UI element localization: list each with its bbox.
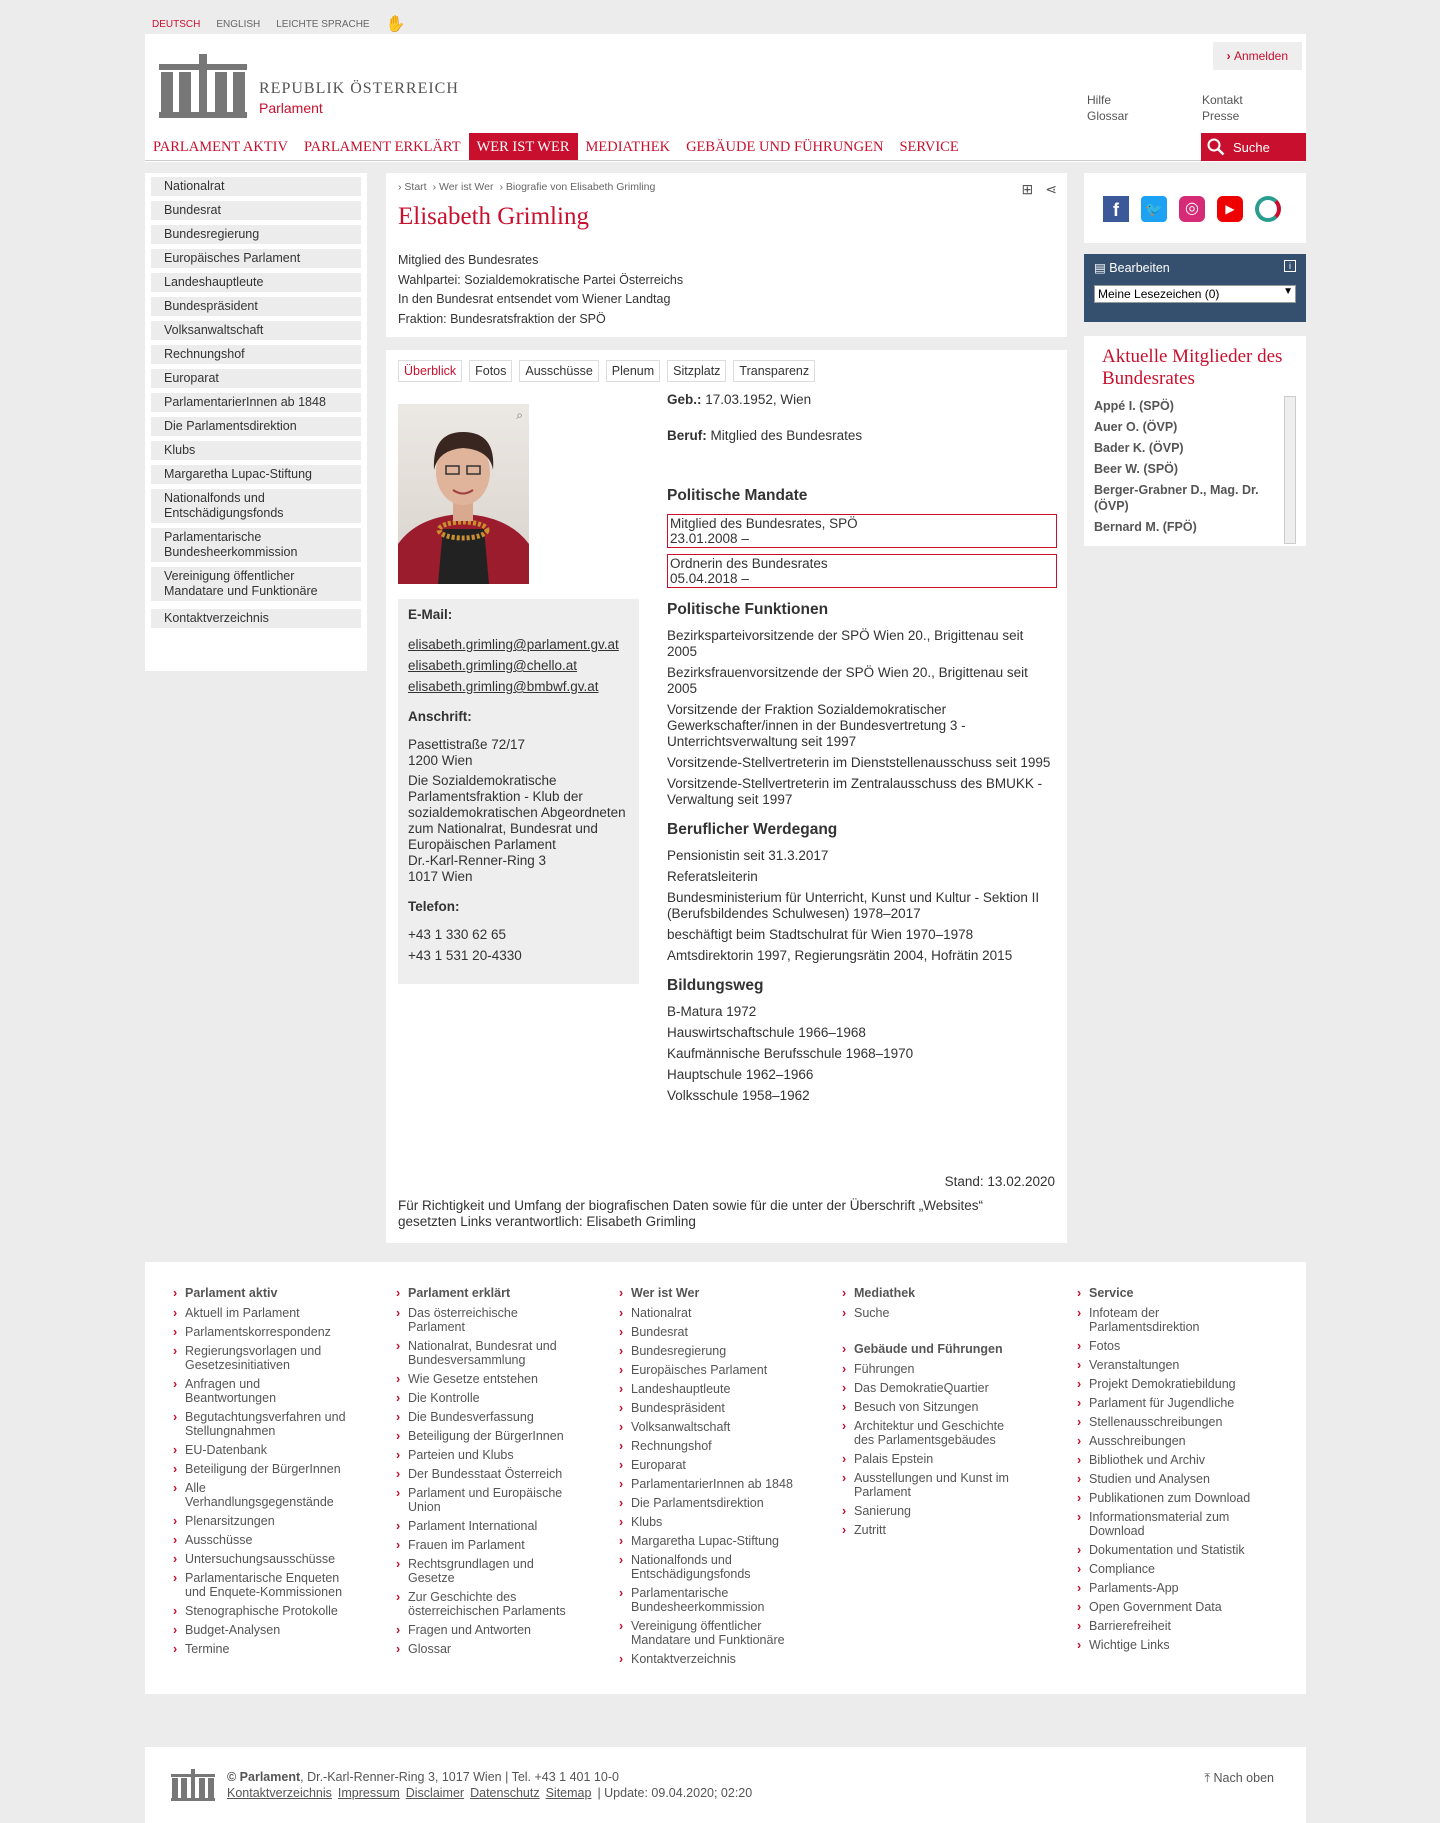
tab-sitzplatz[interactable]: Sitzplatz bbox=[667, 360, 726, 382]
share-icon[interactable]: ⋖ bbox=[1045, 181, 1057, 197]
footer-link[interactable]: › Parlament International bbox=[396, 1519, 576, 1533]
sidebar-item[interactable]: Klubs bbox=[151, 441, 361, 460]
breadcrumb-item[interactable]: › Wer ist Wer bbox=[432, 181, 494, 193]
disclaimer-text: Für Richtigkeit und Umfang der biografischen Daten sowie für die unter der Überschrift „Websites“ gesetzten Links verantwortlich: Elisabeth Grimling bbox=[398, 1198, 984, 1229]
footer-link[interactable]: › Parlamentarische Enqueten und Enquete-Kommissionen bbox=[173, 1571, 353, 1599]
page-actions bbox=[1022, 181, 1057, 198]
footer-link[interactable]: › Die Bundesverfassung bbox=[396, 1410, 576, 1424]
footer-link[interactable]: › Beteiligung der BürgerInnen bbox=[173, 1462, 353, 1476]
footer-link[interactable]: › Beteiligung der BürgerInnen bbox=[396, 1429, 576, 1443]
footer-link[interactable]: › Barrierefreiheit bbox=[1077, 1619, 1257, 1633]
footer-link[interactable]: › Ausstellungen und Kunst im Parlament bbox=[842, 1471, 1022, 1499]
main-nav bbox=[145, 133, 1306, 161]
footer-link[interactable]: › Infoteam der Parlamentsdirektion bbox=[1077, 1306, 1257, 1334]
education-item: Volksschule 1958–1962 bbox=[667, 1088, 810, 1103]
bottom-bar bbox=[145, 1747, 1306, 1823]
sidebar-item[interactable]: Vereinigung öffentlicher Mandatare und Funktionäre bbox=[151, 567, 361, 601]
profile-header-card bbox=[386, 173, 1067, 337]
person-info bbox=[398, 251, 683, 329]
footer-link[interactable]: › Führungen bbox=[842, 1362, 1022, 1376]
nav-gebaeude[interactable]: GEBÄUDE UND FÜHRUNGEN bbox=[686, 139, 884, 155]
person-info-line: Wahlpartei: Sozialdemokratische Partei Österreichs bbox=[398, 272, 684, 287]
logo-text bbox=[259, 80, 459, 116]
facebook-icon[interactable]: f bbox=[1103, 196, 1129, 222]
career-item: Bundesministerium für Unterricht, Kunst und Kultur - Sektion II (Berufsbildendes Schulwesen) 1978–2017 bbox=[667, 890, 1040, 921]
member-item[interactable]: Appé I. (SPÖ) bbox=[1094, 399, 1174, 413]
update-date: | Update: 09.04.2020; 02:20 bbox=[597, 1786, 753, 1800]
footer-link[interactable]: › Bundespräsident bbox=[619, 1401, 799, 1415]
profile-tabs bbox=[398, 360, 815, 382]
function-item: Vorsitzende-Stellvertreterin im Zentralausschuss des BMUKK - Verwaltung seit 1997 bbox=[667, 776, 1043, 807]
glossary-link[interactable]: Glossar bbox=[1087, 109, 1129, 123]
footer-link[interactable]: › Ausschüsse bbox=[173, 1533, 353, 1547]
function-item: Vorsitzende der Fraktion Sozialdemokratischer Gewerkschafter/innen in der Bundesvertretung 3 - Unterrichtsverwaltung seit 1997 bbox=[667, 702, 966, 749]
career-item: Pensionistin seit 31.3.2017 bbox=[667, 848, 829, 863]
function-item: Bezirksfrauenvorsitzende der SPÖ Wien 20., Brigittenau seit 2005 bbox=[667, 665, 1028, 696]
edit-title: Bearbeiten bbox=[1109, 261, 1170, 275]
footer-link[interactable]: › Parlament und Europäische Union bbox=[396, 1486, 576, 1514]
chevron-down-icon: ▼ bbox=[1283, 286, 1293, 297]
education-item: B-Matura 1972 bbox=[667, 1004, 757, 1019]
footer-link[interactable]: › EU-Datenbank bbox=[173, 1443, 353, 1457]
sidebar-item[interactable]: Kontaktverzeichnis bbox=[151, 609, 361, 628]
biography bbox=[667, 392, 1057, 1109]
email-link[interactable]: elisabeth.grimling@bmbwf.gv.at bbox=[408, 679, 599, 694]
footer-heading[interactable]: › Parlament erklärt bbox=[396, 1286, 576, 1300]
nav-parlament-aktiv[interactable]: PARLAMENT AKTIV bbox=[153, 139, 288, 155]
twitter-icon[interactable]: 🐦 bbox=[1141, 196, 1167, 222]
sidebar-item[interactable]: Landeshauptleute bbox=[151, 273, 361, 292]
parliament-logo-icon bbox=[159, 54, 247, 118]
function-item: Bezirksparteivorsitzende der SPÖ Wien 20., Brigittenau seit 2005 bbox=[667, 628, 1024, 659]
footer-link[interactable]: › Anfragen und Beantwortungen bbox=[173, 1377, 353, 1405]
bookmarks-select[interactable] bbox=[1094, 285, 1296, 303]
footer-link[interactable]: Datenschutz bbox=[470, 1786, 540, 1800]
breadcrumb-item: › Biografie von Elisabeth Grimling bbox=[499, 181, 656, 193]
footer-link[interactable]: Disclaimer bbox=[405, 1786, 465, 1800]
phone-label: Telefon: bbox=[408, 899, 460, 914]
career-item: Amtsdirektorin 1997, Regierungsrätin 2004, Hofrätin 2015 bbox=[667, 948, 1013, 963]
sidebar-item[interactable]: Bundesregierung bbox=[151, 225, 361, 244]
members-list bbox=[1094, 398, 1288, 542]
members-scrollbar[interactable] bbox=[1284, 396, 1296, 544]
sidebar-item[interactable]: Bundesrat bbox=[151, 201, 361, 220]
footer-link[interactable]: › Die Kontrolle bbox=[396, 1391, 576, 1405]
footer-link[interactable]: › Veranstaltungen bbox=[1077, 1358, 1257, 1372]
footer-sitemap bbox=[145, 1262, 1306, 1694]
sidebar-nav bbox=[145, 173, 367, 671]
info-icon[interactable]: i bbox=[1284, 260, 1296, 272]
copyright: © Parlament bbox=[227, 1770, 301, 1784]
sidebar-item[interactable]: Europäisches Parlament bbox=[151, 249, 361, 268]
sidebar-item[interactable]: Die Parlamentsdirektion bbox=[151, 417, 361, 436]
footer-link[interactable]: › Dokumentation und Statistik bbox=[1077, 1543, 1257, 1557]
career-item: Referatsleiterin bbox=[667, 869, 758, 884]
footer-link[interactable]: › Frauen im Parlament bbox=[396, 1538, 576, 1552]
footer-link[interactable]: › Parlament für Jugendliche bbox=[1077, 1396, 1257, 1410]
footer-link[interactable]: › Termine bbox=[173, 1642, 353, 1656]
birth-info: Geb.: 17.03.1952, Wien bbox=[667, 392, 812, 407]
sidebar-item[interactable]: Parlamentarische Bundesheerkommission bbox=[151, 528, 361, 562]
back-to-top-label: Nach oben bbox=[1213, 1771, 1274, 1785]
mandates-heading: Politische Mandate bbox=[667, 487, 808, 504]
logo-line1: REPUBLIK ÖSTERREICH bbox=[259, 80, 459, 97]
tab-ueberblick[interactable]: Überblick bbox=[398, 360, 462, 382]
footer-link[interactable]: › Rechnungshof bbox=[619, 1439, 799, 1453]
sidebar-item[interactable]: Volksanwaltschaft bbox=[151, 321, 361, 340]
education-item: Hauptschule 1962–1966 bbox=[667, 1067, 814, 1082]
site-header bbox=[145, 34, 1306, 162]
footer-link[interactable]: › Compliance bbox=[1077, 1562, 1257, 1576]
nav-service[interactable]: SERVICE bbox=[899, 139, 959, 155]
footer-link[interactable]: › Bundesrat bbox=[619, 1325, 799, 1339]
footer-link[interactable]: › Glossar bbox=[396, 1642, 576, 1656]
footer-col-parlament-aktiv bbox=[173, 1286, 353, 1661]
footer-link[interactable]: › Rechtsgrundlagen und Gesetze bbox=[396, 1557, 576, 1585]
zoom-icon[interactable]: ⌕ bbox=[516, 408, 523, 422]
mandate-item: Mitglied des Bundesrates, SPÖ 23.01.2008 – bbox=[667, 514, 1057, 548]
footer-heading[interactable]: › Parlament aktiv bbox=[173, 1286, 353, 1300]
current-members-box bbox=[1084, 336, 1306, 546]
footer-col-wer-ist-wer bbox=[619, 1286, 799, 1671]
member-item[interactable]: Berger-Grabner D., Mag. Dr. (ÖVP) bbox=[1094, 483, 1259, 513]
logo[interactable] bbox=[159, 54, 459, 118]
address: , Dr.-Karl-Renner-Ring 3, 1017 Wien | Tel. +43 1 401 10-0 bbox=[300, 1770, 619, 1784]
footer-link[interactable]: › Studien und Analysen bbox=[1077, 1472, 1257, 1486]
edit-icon: ▤ bbox=[1094, 261, 1110, 275]
login-label: Anmelden bbox=[1233, 49, 1288, 63]
footer-link[interactable]: › Regierungsvorlagen und Gesetzesinitiativen bbox=[173, 1344, 353, 1372]
member-item[interactable]: Beer W. (SPÖ) bbox=[1094, 462, 1179, 476]
function-item: Vorsitzende-Stellvertreterin im Dienststellenausschuss seit 1995 bbox=[667, 755, 1051, 770]
search-icon bbox=[1207, 138, 1225, 156]
bottom-info bbox=[227, 1769, 752, 1801]
tab-ausschuesse[interactable]: Ausschüsse bbox=[519, 360, 598, 382]
footer-link[interactable]: › Landeshauptleute bbox=[619, 1382, 799, 1396]
footer-link[interactable]: › Fotos bbox=[1077, 1339, 1257, 1353]
back-to-top-button[interactable] bbox=[1205, 1771, 1274, 1786]
tab-fotos[interactable]: Fotos bbox=[469, 360, 512, 382]
logo-line2: Parlament bbox=[259, 100, 323, 116]
press-link[interactable]: Presse bbox=[1202, 109, 1240, 123]
current-members-title: Aktuelle Mitglieder des Bundesrates bbox=[1102, 346, 1283, 389]
footer-link[interactable]: › Europarat bbox=[619, 1458, 799, 1472]
career-heading: Beruflicher Werdegang bbox=[667, 821, 838, 838]
nav-mediathek[interactable]: MEDIATHEK bbox=[585, 139, 671, 155]
header-links-2 bbox=[1202, 92, 1243, 124]
address-line: Die Sozialdemokratische Parlamentsfraktion - Klub der sozialdemokratischen Abgeordneten zum Nationalrat, Bundesrat und Europäischen Parlament bbox=[408, 773, 626, 852]
footer-col-mediathek bbox=[842, 1286, 1022, 1542]
help-link[interactable]: Hilfe bbox=[1087, 93, 1112, 107]
contact-link[interactable]: Kontakt bbox=[1202, 93, 1243, 107]
footer-link[interactable]: › Kontaktverzeichnis bbox=[619, 1652, 799, 1666]
member-item[interactable]: Auer O. (ÖVP) bbox=[1094, 420, 1178, 434]
email-link[interactable]: elisabeth.grimling@chello.at bbox=[408, 658, 578, 673]
email-label: E-Mail: bbox=[408, 607, 453, 622]
lang-leichte-sprache[interactable]: LEICHTE SPRACHE bbox=[276, 18, 370, 30]
footer-link[interactable]: › Volksanwaltschaft bbox=[619, 1420, 799, 1434]
instagram-icon[interactable]: ◎ bbox=[1179, 196, 1205, 222]
footer-link[interactable]: › Das DemokratieQuartier bbox=[842, 1381, 1022, 1395]
footer-link[interactable]: › Nationalfonds und Entschädigungsfonds bbox=[619, 1553, 799, 1581]
footer-link[interactable]: › Suche bbox=[842, 1306, 1022, 1320]
education-item: Hauswirtschaftschule 1966–1968 bbox=[667, 1025, 866, 1040]
sidebar-item[interactable]: Nationalfonds und Entschädigungsfonds bbox=[151, 489, 361, 523]
footer-link[interactable]: › Aktuell im Parlament bbox=[173, 1306, 353, 1320]
bookmark-add-icon[interactable]: ⊞ bbox=[1021, 181, 1034, 197]
login-button[interactable]: › Anmelden bbox=[1213, 42, 1302, 70]
edit-panel bbox=[1084, 254, 1306, 322]
footer-link[interactable]: › Zutritt bbox=[842, 1523, 1022, 1537]
phone-number: +43 1 531 20-4330 bbox=[408, 948, 522, 963]
footer-link[interactable]: › Europäisches Parlament bbox=[619, 1363, 799, 1377]
footer-link[interactable]: › Budget-Analysen bbox=[173, 1623, 353, 1637]
education-item: Kaufmännische Berufsschule 1968–1970 bbox=[667, 1046, 914, 1061]
person-info-line: In den Bundesrat entsendet vom Wiener Landtag bbox=[398, 292, 671, 306]
footer-link[interactable]: › Parteien und Klubs bbox=[396, 1448, 576, 1462]
person-info-line: Mitglied des Bundesrates bbox=[398, 253, 539, 267]
footer-heading[interactable]: › Gebäude und Führungen bbox=[842, 1342, 1022, 1356]
footer-link[interactable]: › Klubs bbox=[619, 1515, 799, 1529]
language-bar bbox=[152, 14, 406, 34]
footer-link[interactable]: › Parlaments-App bbox=[1077, 1581, 1257, 1595]
career-item: beschäftigt beim Stadtschulrat für Wien 1970–1978 bbox=[667, 927, 974, 942]
footer-link[interactable]: › Palais Epstein bbox=[842, 1452, 1022, 1466]
tab-transparenz[interactable]: Transparenz bbox=[733, 360, 815, 382]
footer-link[interactable]: › Untersuchungsausschüsse bbox=[173, 1552, 353, 1566]
bookmarks-select-value: Meine Lesezeichen (0) bbox=[1098, 287, 1220, 301]
profile-main-card bbox=[386, 350, 1067, 1243]
member-item[interactable]: Bader K. (ÖVP) bbox=[1094, 441, 1184, 455]
breadcrumb-item[interactable]: › Start bbox=[398, 181, 427, 193]
footer-link[interactable]: Impressum bbox=[337, 1786, 400, 1800]
footer-heading[interactable]: › Service bbox=[1077, 1286, 1257, 1300]
nav-wer-ist-wer[interactable]: WER IST WER bbox=[469, 133, 578, 160]
footer-link[interactable]: › Plenarsitzungen bbox=[173, 1514, 353, 1528]
footer-link[interactable]: › Parlamentarische Bundesheerkommission bbox=[619, 1586, 799, 1614]
profession-info: Beruf: Mitglied des Bundesrates bbox=[667, 428, 863, 443]
footer-link[interactable]: Sitemap bbox=[545, 1786, 592, 1800]
sidebar-item[interactable]: ParlamentarierInnen ab 1848 bbox=[151, 393, 361, 412]
footer-link[interactable]: › Wie Gesetze entstehen bbox=[396, 1372, 576, 1386]
footer-link[interactable]: › Die Parlamentsdirektion bbox=[619, 1496, 799, 1510]
arrow-up-icon: ⤒ bbox=[1204, 1771, 1214, 1785]
person-info-line: Fraktion: Bundesratsfraktion der SPÖ bbox=[398, 311, 606, 326]
footer-heading[interactable]: › Mediathek bbox=[842, 1286, 1022, 1300]
footer-link[interactable]: › Zur Geschichte des österreichischen Parlaments bbox=[396, 1590, 576, 1618]
footer-link[interactable]: › Open Government Data bbox=[1077, 1600, 1257, 1614]
youtube-icon[interactable]: ▶ bbox=[1217, 196, 1243, 222]
lang-english[interactable]: ENGLISH bbox=[216, 18, 261, 30]
portrait-photo[interactable] bbox=[398, 404, 529, 584]
footer-link[interactable]: › Informationsmaterial zum Download bbox=[1077, 1510, 1257, 1538]
footer-link[interactable]: Kontaktverzeichnis bbox=[227, 1786, 332, 1800]
footer-link[interactable]: › Begutachtungsverfahren und Stellungnahmen bbox=[173, 1410, 353, 1438]
footer-link[interactable]: › Margaretha Lupac-Stiftung bbox=[619, 1534, 799, 1548]
search-button[interactable] bbox=[1201, 133, 1306, 161]
footer-link[interactable]: › Publikationen zum Download bbox=[1077, 1491, 1257, 1505]
nav-parlament-erklaert[interactable]: PARLAMENT ERKLÄRT bbox=[303, 139, 461, 155]
footer-col-service bbox=[1077, 1286, 1257, 1657]
address-line: Pasettistraße 72/17 bbox=[408, 737, 526, 752]
demokratie-web-icon[interactable] bbox=[1255, 196, 1281, 222]
footer-link[interactable]: › Vereinigung öffentlicher Mandatare und Funktionäre bbox=[619, 1619, 799, 1647]
sign-language-icon[interactable]: ✋ bbox=[385, 16, 406, 33]
footer-link[interactable]: › ParlamentarierInnen ab 1848 bbox=[619, 1477, 799, 1491]
address-label: Anschrift: bbox=[408, 709, 472, 724]
footer-link[interactable]: › Das österreichische Parlament bbox=[396, 1306, 576, 1334]
footer-col-parlament-erklaert bbox=[396, 1286, 576, 1661]
footer-link[interactable]: › Fragen und Antworten bbox=[396, 1623, 576, 1637]
footer-link[interactable]: › Stenographische Protokolle bbox=[173, 1604, 353, 1618]
portrait-image bbox=[398, 404, 529, 584]
contact-box bbox=[398, 599, 639, 984]
person-name: Elisabeth Grimling bbox=[398, 203, 589, 230]
footer-link[interactable]: › Bundesregierung bbox=[619, 1344, 799, 1358]
breadcrumb bbox=[398, 181, 655, 193]
footer-link[interactable]: › Bibliothek und Archiv bbox=[1077, 1453, 1257, 1467]
footer-heading[interactable]: › Wer ist Wer bbox=[619, 1286, 799, 1300]
parliament-logo-small-icon bbox=[171, 1769, 215, 1801]
address-line: 1017 Wien bbox=[408, 869, 473, 884]
footer-link[interactable]: › Der Bundesstaat Österreich bbox=[396, 1467, 576, 1481]
lang-deutsch[interactable]: DEUTSCH bbox=[152, 18, 201, 30]
mandate-item: Ordnerin des Bundesrates 05.04.2018 – bbox=[667, 554, 1057, 588]
footer-link[interactable]: › Besuch von Sitzungen bbox=[842, 1400, 1022, 1414]
footer-link[interactable]: › Stellenausschreibungen bbox=[1077, 1415, 1257, 1429]
member-item[interactable]: Bernard M. (FPÖ) bbox=[1094, 520, 1197, 534]
footer-link[interactable]: › Wichtige Links bbox=[1077, 1638, 1257, 1652]
search-label: Suche bbox=[1233, 139, 1270, 155]
social-box bbox=[1084, 173, 1306, 243]
footer-link[interactable]: › Architektur und Geschichte des Parlamentsgebäudes bbox=[842, 1419, 1022, 1447]
education-heading: Bildungsweg bbox=[667, 977, 764, 994]
sidebar-item[interactable]: Rechnungshof bbox=[151, 345, 361, 364]
sidebar-item[interactable]: Margaretha Lupac-Stiftung bbox=[151, 465, 361, 484]
tab-plenum[interactable]: Plenum bbox=[606, 360, 660, 382]
footer-link[interactable]: › Nationalrat, Bundesrat und Bundesversammlung bbox=[396, 1339, 576, 1367]
header-links-1 bbox=[1087, 92, 1128, 124]
address-line: 1200 Wien bbox=[408, 753, 473, 768]
address-line: Dr.-Karl-Renner-Ring 3 bbox=[408, 853, 547, 868]
phone-number: +43 1 330 62 65 bbox=[408, 927, 506, 942]
functions-heading: Politische Funktionen bbox=[667, 601, 829, 618]
footer-link[interactable]: › Parlamentskorrespondenz bbox=[173, 1325, 353, 1339]
footer-link[interactable]: › Projekt Demokratiebildung bbox=[1077, 1377, 1257, 1391]
footer-link[interactable]: › Sanierung bbox=[842, 1504, 1022, 1518]
footer-link[interactable]: › Nationalrat bbox=[619, 1306, 799, 1320]
sidebar-item[interactable]: Europarat bbox=[151, 369, 361, 388]
stand-date: Stand: 13.02.2020 bbox=[944, 1174, 1055, 1189]
footer-link[interactable]: › Ausschreibungen bbox=[1077, 1434, 1257, 1448]
footer-link[interactable]: › Alle Verhandlungsgegenstände bbox=[173, 1481, 353, 1509]
email-link[interactable]: elisabeth.grimling@parlament.gv.at bbox=[408, 637, 619, 652]
sidebar-item[interactable]: Bundespräsident bbox=[151, 297, 361, 316]
sidebar-item[interactable]: Nationalrat bbox=[151, 177, 361, 196]
